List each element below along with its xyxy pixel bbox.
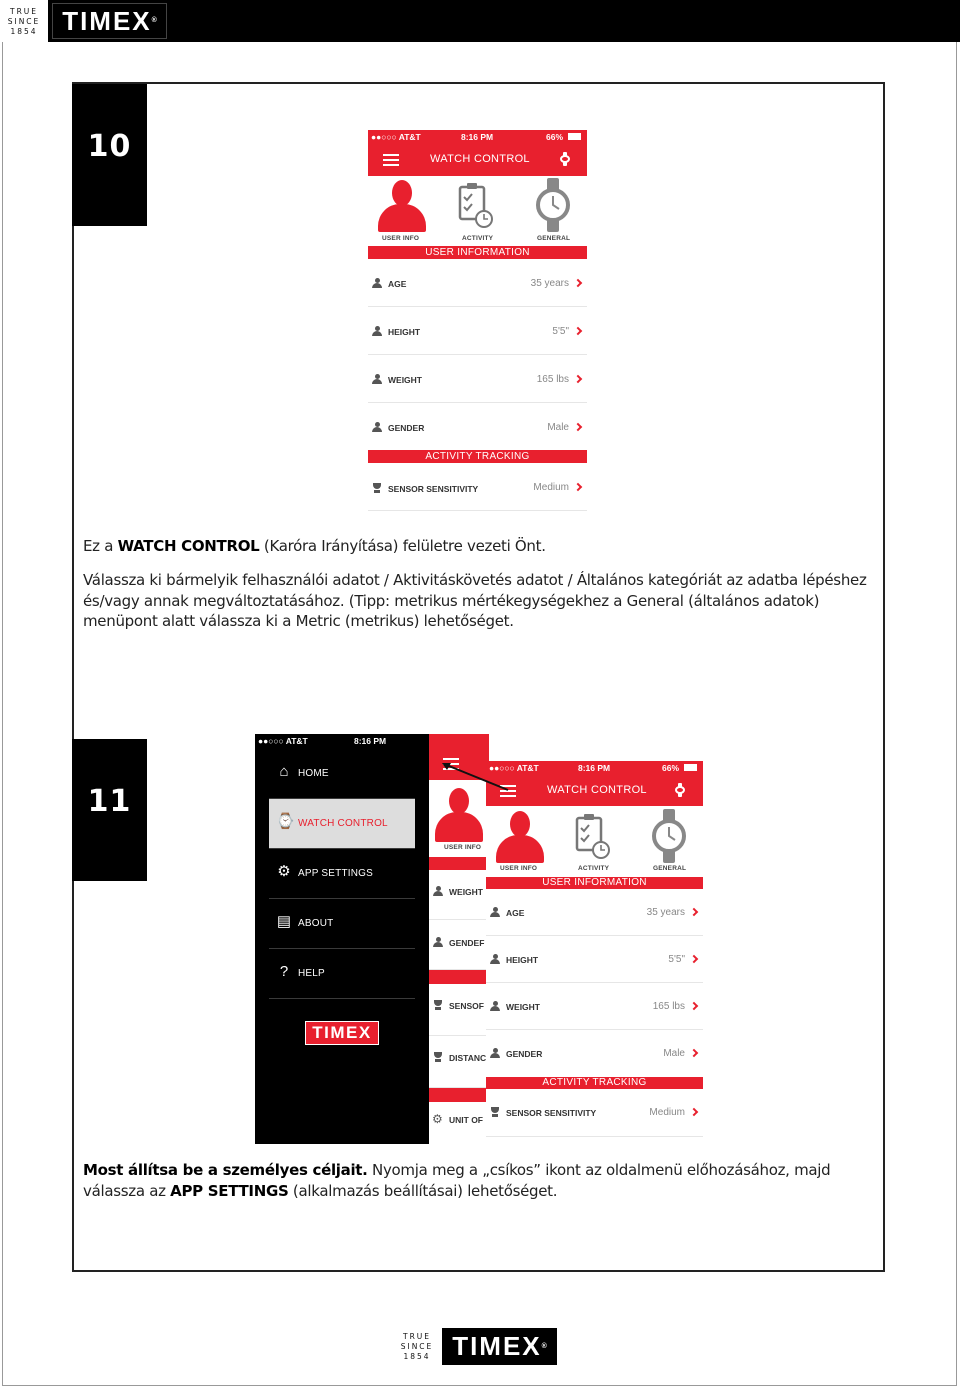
row-label: HEIGHT bbox=[506, 955, 539, 965]
category-selector bbox=[368, 176, 587, 246]
gear-icon: ⚙ bbox=[432, 1112, 443, 1126]
status-bar bbox=[429, 734, 489, 748]
watch-icon[interactable] bbox=[560, 152, 570, 166]
row-label: AGE bbox=[506, 908, 525, 918]
step11-instruction-text bbox=[83, 1160, 873, 1201]
phone-screen-watch-control bbox=[368, 130, 587, 513]
step-number: 10 bbox=[87, 129, 132, 164]
text-segment: (Karóra Irányítása) felületre vezeti Önt. bbox=[259, 537, 546, 555]
battery-icon bbox=[568, 133, 581, 140]
menu-label: HOME bbox=[298, 768, 329, 779]
trophy-icon bbox=[490, 1107, 500, 1117]
row-label: SENSOF bbox=[449, 1001, 484, 1011]
category-selector bbox=[486, 806, 703, 877]
text-bold-set-goals: Most állítsa be a személyes céljait. bbox=[83, 1161, 368, 1179]
settings-row bbox=[429, 870, 489, 920]
user-icon bbox=[372, 374, 382, 384]
settings-row-height[interactable] bbox=[368, 307, 587, 355]
row-label: SENSOR SENSITIVITY bbox=[388, 484, 479, 494]
row-value: 5'5" bbox=[552, 326, 569, 337]
step-number-badge bbox=[72, 84, 147, 226]
section-header-bar bbox=[429, 970, 489, 984]
user-icon bbox=[433, 886, 443, 896]
settings-row-age[interactable] bbox=[486, 889, 703, 936]
logo-text: TIMEX bbox=[62, 6, 152, 36]
carrier: ●●○○○ AT&T bbox=[489, 763, 539, 773]
user-icon bbox=[490, 907, 500, 917]
menu-label: APP SETTINGS bbox=[298, 868, 374, 879]
section-header-bar bbox=[429, 1088, 489, 1102]
phone-screen-watch-control bbox=[486, 761, 703, 1139]
section-header-user-information: USER INFORMATION bbox=[486, 877, 703, 889]
menu-item-home[interactable] bbox=[269, 749, 415, 799]
help-icon: ? bbox=[279, 963, 289, 980]
side-menu-screen bbox=[255, 734, 429, 1144]
step10-instruction-text: Válassza ki bármelyik felhasználói adatot / Aktivitáskövetés adatot / Általános kategóriát az adatba lépéshez és/vagy annak megváltoztatásához. (Tipp: metrikus mértékegységekhez a General (általános adatok) menüpont alatt válassza ki a Metric (metrikus) lehetőséget. bbox=[83, 571, 867, 630]
settings-row-sensor-sensitivity[interactable] bbox=[486, 1089, 703, 1137]
chevron-right-icon bbox=[574, 279, 582, 287]
user-info-icon bbox=[435, 788, 483, 842]
chevron-right-icon bbox=[574, 423, 582, 431]
row-label: GENDER bbox=[388, 423, 425, 433]
watch-icon: ⌚ bbox=[276, 813, 295, 830]
category-label-user-info[interactable]: USER INFO bbox=[500, 865, 538, 872]
footer-timex-logo: TIMEX® bbox=[442, 1328, 557, 1365]
true-since-tagline bbox=[0, 0, 50, 42]
clock: 8:16 PM bbox=[461, 132, 494, 142]
chevron-right-icon bbox=[690, 955, 698, 963]
settings-row-weight[interactable] bbox=[368, 355, 587, 403]
nav-title: WATCH CONTROL bbox=[547, 784, 647, 796]
row-value: Medium bbox=[649, 1107, 685, 1118]
nav-bar bbox=[368, 144, 587, 176]
category-label-activity[interactable]: ACTIVITY bbox=[462, 235, 494, 242]
battery-level: 66% bbox=[546, 132, 564, 142]
section-header-bar bbox=[429, 857, 489, 870]
trophy-icon bbox=[433, 1052, 443, 1062]
tagline-line-2: SINCE bbox=[7, 17, 41, 26]
step-number-badge bbox=[72, 739, 147, 881]
clock: 8:16 PM bbox=[354, 736, 387, 746]
chat-icon: ▤ bbox=[276, 913, 292, 930]
category-label-activity[interactable]: ACTIVITY bbox=[578, 865, 610, 872]
gear-icon: ⚙ bbox=[277, 863, 291, 880]
tagline-line-1: TRUE bbox=[9, 7, 39, 16]
settings-row-height[interactable] bbox=[486, 936, 703, 983]
text-segment: Ez a bbox=[83, 537, 118, 555]
row-value: Medium bbox=[533, 482, 569, 493]
user-icon bbox=[490, 1048, 500, 1058]
text-segment: Nyomja meg a „csíkos” ikont az oldalmenü előhozásához, majd válassza az bbox=[83, 1161, 831, 1200]
row-label: WEIGHT bbox=[506, 1002, 540, 1012]
category-label-general[interactable]: GENERAL bbox=[537, 235, 571, 242]
page-header bbox=[0, 0, 960, 42]
chevron-right-icon bbox=[690, 1002, 698, 1010]
hamburger-menu-icon[interactable] bbox=[383, 154, 399, 166]
user-info-icon[interactable] bbox=[496, 811, 544, 863]
menu-label: HELP bbox=[298, 968, 325, 979]
chevron-right-icon bbox=[690, 908, 698, 916]
menu-item-watch-control[interactable] bbox=[269, 799, 415, 849]
step-number: 11 bbox=[87, 784, 132, 819]
footer-tagline bbox=[397, 1332, 437, 1362]
row-label: WEIGHT bbox=[388, 375, 422, 385]
home-icon: ⌂ bbox=[279, 763, 289, 780]
settings-row bbox=[429, 920, 489, 970]
activity-clipboard-icon[interactable] bbox=[575, 812, 611, 862]
menu-label: WATCH CONTROL bbox=[298, 818, 388, 829]
row-value: Male bbox=[547, 422, 569, 433]
status-bar bbox=[368, 130, 587, 144]
chevron-right-icon bbox=[690, 1108, 698, 1116]
menu-label: ABOUT bbox=[298, 918, 334, 929]
category-label-user-info: USER INFO bbox=[444, 844, 482, 851]
user-icon bbox=[372, 278, 382, 288]
section-header-activity-tracking: ACTIVITY TRACKING bbox=[486, 1077, 703, 1089]
watch-icon[interactable] bbox=[675, 783, 685, 797]
row-label: WEIGHT bbox=[449, 887, 483, 897]
chevron-right-icon bbox=[574, 375, 582, 383]
text-bold-watch-control: WATCH CONTROL bbox=[117, 537, 260, 555]
battery-icon bbox=[684, 764, 697, 771]
trophy-icon bbox=[372, 483, 382, 493]
menu-item-app-settings[interactable] bbox=[269, 849, 415, 899]
carrier: ●●○○○ AT&T bbox=[258, 736, 308, 746]
tagline-line-2: SINCE bbox=[400, 1342, 434, 1351]
clock: 8:16 PM bbox=[578, 763, 611, 773]
menu-item-about[interactable] bbox=[269, 899, 415, 949]
user-icon bbox=[372, 326, 382, 336]
tagline-line-3: 1854 bbox=[403, 1352, 431, 1361]
row-label: UNIT OF bbox=[449, 1115, 483, 1125]
category-label-user-info[interactable]: USER INFO bbox=[382, 235, 420, 242]
chevron-right-icon bbox=[574, 327, 582, 335]
tagline-line-1: TRUE bbox=[402, 1332, 432, 1341]
row-label: AGE bbox=[388, 279, 407, 289]
timex-logo: TIMEX bbox=[305, 1021, 379, 1045]
row-value: Male bbox=[663, 1048, 685, 1059]
activity-clipboard-icon[interactable] bbox=[458, 181, 494, 231]
row-label: DISTANC bbox=[449, 1053, 487, 1063]
carrier: ●●○○○ AT&T bbox=[371, 132, 421, 142]
text-bold-app-settings: APP SETTINGS bbox=[170, 1181, 289, 1200]
step10-intro-text bbox=[83, 536, 873, 557]
trophy-icon bbox=[433, 1000, 443, 1010]
row-value: 5'5" bbox=[668, 954, 685, 965]
row-label: GENDER bbox=[506, 1049, 543, 1059]
chevron-right-icon bbox=[574, 483, 582, 491]
section-header-user-information: USER INFORMATION bbox=[368, 246, 587, 259]
row-value: 165 lbs bbox=[536, 374, 569, 385]
settings-row bbox=[429, 1036, 489, 1088]
text-segment: (alkalmazás beállításai) lehetőséget. bbox=[288, 1181, 558, 1200]
user-icon bbox=[490, 954, 500, 964]
tagline-line-3: 1854 bbox=[10, 27, 38, 36]
settings-row-gender[interactable] bbox=[486, 1030, 703, 1077]
user-icon bbox=[433, 937, 443, 947]
row-label: SENSOR SENSITIVITY bbox=[506, 1108, 597, 1118]
settings-row-weight[interactable] bbox=[486, 983, 703, 1030]
menu-item-help[interactable] bbox=[269, 949, 415, 999]
status-bar bbox=[486, 761, 703, 775]
annotation-arrow bbox=[436, 756, 516, 796]
settings-row bbox=[429, 1102, 489, 1144]
nav-title: WATCH CONTROL bbox=[430, 153, 530, 165]
row-value: 35 years bbox=[646, 907, 685, 918]
user-icon bbox=[490, 1001, 500, 1011]
general-watch-icon[interactable] bbox=[652, 809, 686, 863]
chevron-right-icon bbox=[690, 1049, 698, 1057]
row-label: GENDEF bbox=[449, 938, 485, 948]
user-icon bbox=[372, 422, 382, 432]
settings-row bbox=[429, 984, 489, 1036]
user-info-icon[interactable] bbox=[378, 180, 426, 232]
settings-row-sensor-sensitivity[interactable] bbox=[368, 463, 587, 511]
section-header-activity-tracking: ACTIVITY TRACKING bbox=[368, 450, 587, 463]
row-value: 35 years bbox=[530, 278, 569, 289]
general-watch-icon[interactable] bbox=[536, 178, 570, 232]
timex-logo: TIMEX® bbox=[52, 3, 167, 39]
settings-row-gender[interactable] bbox=[368, 403, 587, 450]
row-value: 165 lbs bbox=[652, 1001, 685, 1012]
battery-level: 66% bbox=[662, 763, 680, 773]
settings-row-age[interactable] bbox=[368, 259, 587, 307]
logo-text: TIMEX bbox=[452, 1331, 542, 1361]
status-bar bbox=[255, 734, 429, 748]
category-label-general[interactable]: GENERAL bbox=[653, 865, 687, 872]
nav-bar bbox=[486, 775, 703, 806]
row-label: HEIGHT bbox=[388, 327, 421, 337]
